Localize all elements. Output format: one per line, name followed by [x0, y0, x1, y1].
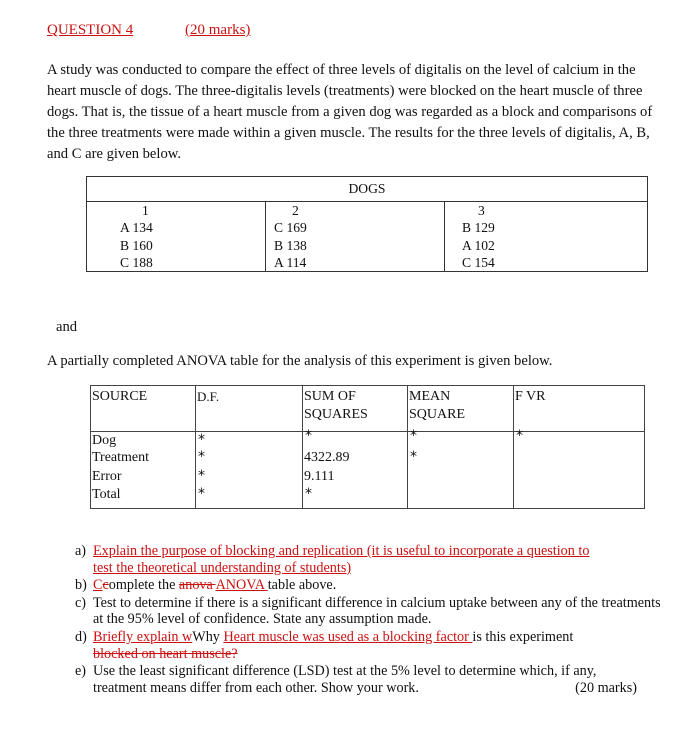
- question-list: [75, 543, 665, 697]
- question-c-label: c): [75, 594, 87, 611]
- df-total: *: [198, 486, 205, 502]
- question-d: [75, 629, 665, 662]
- ms-dog: *: [410, 428, 417, 444]
- question-d-text2: is this experiment: [472, 628, 574, 645]
- question-d-red2: Heart muscle was used as a blocking factor: [223, 628, 473, 645]
- fvr-dog: *: [516, 428, 523, 444]
- dog-2-row-2: B 138: [274, 237, 307, 253]
- dog-3-row-3: C 154: [462, 254, 495, 270]
- question-e-marks: (20 marks): [575, 679, 637, 696]
- intro-paragraph: A study was conducted to compare the effect of three levels of digitalis on the level of calcium in the heart muscle of dogs. The three-digitalis levels (treatments) were blocked on the heart muscle of three dogs. That is, the tissue of a heart muscle from a given dog was regarded as a block and comparisons of the three treatments were made within a given muscle. The results for the three levels of digitalis, A, B, and C are given below.: [47, 62, 653, 162]
- dog-2-label: 2: [292, 203, 299, 218]
- source-dog: Dog: [92, 433, 117, 448]
- header-ss-line2: SQUARES: [304, 407, 368, 422]
- dogs-table-header: DOGS: [87, 177, 648, 202]
- question-b: [75, 577, 665, 594]
- dog-3-label: 3: [478, 203, 485, 218]
- anova-bottom-border: [90, 508, 645, 509]
- dog-3-column: [445, 202, 648, 272]
- header-source: SOURCE: [92, 389, 148, 404]
- question-c-text: Test to determine if there is a significant difference in calcium uptake between any of the treatments at the 95% level of confidence. State any assumption made.: [93, 594, 661, 628]
- anova-left-border: [90, 385, 91, 509]
- question-b-struck-anova: anova: [178, 577, 216, 594]
- dog-1-row-1: A 134: [120, 220, 153, 236]
- ss-treatment: 4322.89: [304, 450, 350, 465]
- source-total: Total: [92, 487, 121, 502]
- dog-2-column: [266, 202, 445, 272]
- dog-1-column: [87, 202, 266, 272]
- anova-header-divider: [90, 431, 645, 432]
- header-ss-line1: SUM OF: [304, 389, 356, 404]
- dog-3-row-1: B 129: [462, 220, 495, 236]
- question-e-label: e): [75, 663, 87, 680]
- question-d-struck: blocked on heart muscle?: [93, 645, 238, 662]
- anova-col-divider-1: [195, 385, 196, 509]
- anova-intro: A partially completed ANOVA table for the analysis of this experiment is given below.: [47, 353, 553, 369]
- question-c: [75, 595, 665, 628]
- ss-dog: *: [305, 428, 312, 444]
- and-text: and: [56, 319, 78, 335]
- header-df: D.F.: [197, 389, 220, 404]
- question-b-text1: omplete the: [108, 577, 179, 594]
- anova-top-border: [90, 385, 645, 386]
- question-marks: (20 marks): [185, 22, 251, 38]
- source-treatment: Treatment: [92, 450, 150, 465]
- question-a: [75, 543, 665, 576]
- source-error: Error: [92, 469, 122, 484]
- question-d-red1: Briefly explain w: [93, 628, 193, 645]
- question-b-label: b): [75, 577, 87, 594]
- dog-3-row-2: A 102: [462, 237, 495, 253]
- question-b-anova-red: ANOVA: [215, 577, 268, 594]
- question-e-line1: Use the least significant difference (LSD) test at the 5% level to determine which, if any,: [93, 663, 597, 680]
- dog-1-row-3: C 188: [120, 254, 153, 270]
- ss-error: 9.111: [304, 469, 335, 484]
- dog-1-label: 1: [142, 203, 149, 218]
- df-treatment: *: [198, 449, 205, 465]
- question-b-capital-c: C: [93, 577, 103, 594]
- header-fvr: F VR: [515, 389, 546, 404]
- dog-2-row-1: C 169: [274, 220, 307, 236]
- anova-right-border: [644, 385, 645, 509]
- anova-table: [90, 385, 645, 509]
- question-b-struck-c: c: [102, 577, 109, 594]
- dogs-data-table: [86, 176, 648, 272]
- header-ms-line1: MEAN: [409, 389, 451, 404]
- question-a-line1: Explain the purpose of blocking and replication (it is useful to incorporate a question to: [93, 543, 590, 559]
- question-d-text1: Why: [192, 628, 224, 645]
- ms-treatment: *: [410, 449, 417, 465]
- question-e: [75, 663, 665, 696]
- header-ms-line2: SQUARE: [409, 407, 466, 422]
- question-e-line2: treatment means differ from each other. Show your work.: [93, 679, 419, 696]
- df-dog: *: [198, 432, 205, 448]
- dog-1-row-2: B 160: [120, 237, 153, 253]
- question-d-label: d): [75, 628, 87, 645]
- df-error: *: [198, 468, 205, 484]
- anova-col-divider-2: [302, 385, 303, 509]
- ss-total: *: [305, 486, 312, 502]
- question-a-label: a): [75, 543, 87, 559]
- question-title: QUESTION 4: [47, 22, 134, 38]
- dog-2-row-3: A 114: [274, 254, 307, 270]
- anova-col-divider-4: [513, 385, 514, 509]
- anova-col-divider-3: [407, 385, 408, 509]
- question-heading: [47, 22, 250, 39]
- question-a-line2: test the theoretical understanding of students): [93, 559, 352, 576]
- question-b-text2: table above.: [267, 577, 337, 594]
